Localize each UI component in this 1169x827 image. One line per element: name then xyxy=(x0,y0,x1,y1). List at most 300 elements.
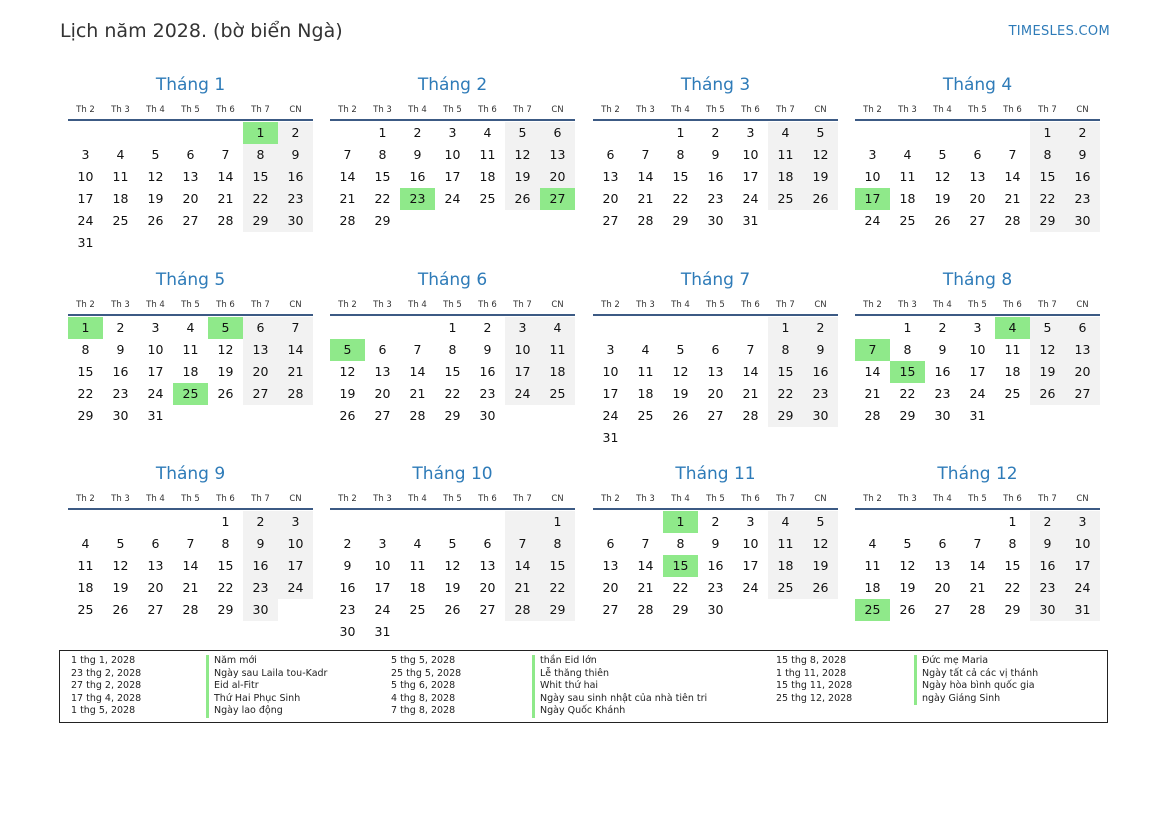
day-cell: 22 xyxy=(243,188,278,210)
day-cell: 29 xyxy=(768,405,803,427)
day-cell: 20 xyxy=(1065,361,1100,383)
day-cell: 10 xyxy=(374,558,391,573)
day-grid xyxy=(330,317,575,427)
day-cell: 5 xyxy=(803,122,838,144)
day-cell: 6 xyxy=(973,147,982,162)
weekday-label: Th 6 xyxy=(741,105,760,115)
day-cell: 9 xyxy=(711,536,720,551)
weekday-label: Th 6 xyxy=(1003,300,1022,310)
holiday-name: thần Eid lớn xyxy=(532,655,707,668)
day-cell: 15 xyxy=(217,558,234,573)
day-cell: 11 xyxy=(479,147,496,162)
day-cell: 30 xyxy=(479,408,496,423)
day-cell: 18 xyxy=(899,191,916,206)
legend-date-column xyxy=(391,655,461,718)
day-cell: 27 xyxy=(1065,383,1100,405)
weekday-label: Th 5 xyxy=(706,494,725,504)
day-cell: 25 xyxy=(112,213,129,228)
day-cell: 28 xyxy=(278,383,313,405)
day-cell: 27 xyxy=(540,188,575,210)
weekday-label: Th 4 xyxy=(671,300,690,310)
day-cell: 27 xyxy=(602,602,619,617)
day-cell: 18 xyxy=(864,580,881,595)
day-cell: 12 xyxy=(803,144,838,166)
day-cell: 3 xyxy=(81,147,90,162)
empty-day-cell xyxy=(68,511,103,533)
day-cell: 20 xyxy=(479,580,496,595)
day-cell: 12 xyxy=(444,558,461,573)
weekday-label: Th 5 xyxy=(443,105,462,115)
day-cell: 3 xyxy=(868,147,877,162)
weekday-label: Th 3 xyxy=(898,105,917,115)
weekday-header xyxy=(593,299,838,311)
weekday-label: Th 2 xyxy=(76,105,95,115)
day-cell: 23 xyxy=(339,602,356,617)
header-divider xyxy=(68,119,313,121)
weekday-label: Th 7 xyxy=(776,105,795,115)
day-cell: 1 xyxy=(448,320,457,335)
day-cell: 4 xyxy=(186,320,195,335)
day-cell: 26 xyxy=(899,602,916,617)
day-cell: 8 xyxy=(676,147,685,162)
weekday-label: Th 3 xyxy=(373,105,392,115)
weekday-label: Th 5 xyxy=(706,105,725,115)
empty-day-cell xyxy=(173,511,208,533)
day-cell: 14 xyxy=(637,558,654,573)
weekday-label: Th 6 xyxy=(741,300,760,310)
day-cell: 13 xyxy=(602,169,619,184)
day-cell: 10 xyxy=(278,533,313,555)
weekday-label: Th 5 xyxy=(181,105,200,115)
holiday-date: 7 thg 8, 2028 xyxy=(391,705,456,717)
day-cell: 23 xyxy=(934,386,951,401)
day-cell: 23 xyxy=(243,577,278,599)
day-cell: 25 xyxy=(637,408,654,423)
empty-day-cell xyxy=(435,511,470,533)
day-cell: 3 xyxy=(746,514,755,529)
day-cell: 2 xyxy=(711,125,720,140)
weekday-label: Th 2 xyxy=(338,105,357,115)
day-cell: 18 xyxy=(637,386,654,401)
day-cell: 31 xyxy=(147,408,164,423)
empty-day-cell xyxy=(103,122,138,144)
day-grid xyxy=(855,122,1100,232)
day-cell: 21 xyxy=(637,191,654,206)
day-cell: 13 xyxy=(1065,339,1100,361)
header-divider xyxy=(330,119,575,121)
day-cell: 10 xyxy=(444,147,461,162)
month-calendar xyxy=(330,74,575,232)
day-cell: 24 xyxy=(147,386,164,401)
day-cell: 28 xyxy=(969,602,986,617)
day-cell: 16 xyxy=(934,364,951,379)
day-cell: 1 xyxy=(378,125,387,140)
day-cell: 22 xyxy=(899,386,916,401)
day-grid xyxy=(593,122,838,232)
day-cell: 6 xyxy=(606,147,615,162)
day-cell: 8 xyxy=(676,536,685,551)
day-cell: 26 xyxy=(672,408,689,423)
empty-day-cell xyxy=(138,122,173,144)
day-cell: 22 xyxy=(540,577,575,599)
day-cell: 29 xyxy=(217,602,234,617)
day-cell: 21 xyxy=(637,580,654,595)
day-cell: 3 xyxy=(1065,511,1100,533)
day-cell: 19 xyxy=(803,166,838,188)
empty-day-cell xyxy=(593,122,628,144)
weekday-label: Th 7 xyxy=(251,300,270,310)
day-cell: 14 xyxy=(742,364,759,379)
month-name: Tháng 12 xyxy=(937,464,1018,484)
day-cell: 7 xyxy=(343,147,352,162)
weekday-label: Th 5 xyxy=(968,105,987,115)
day-cell: 11 xyxy=(899,169,916,184)
weekday-label: Th 2 xyxy=(76,494,95,504)
weekday-label: Th 2 xyxy=(601,300,620,310)
day-cell: 10 xyxy=(602,364,619,379)
empty-day-cell xyxy=(173,122,208,144)
weekday-label: Th 7 xyxy=(513,494,532,504)
day-cell: 28 xyxy=(637,213,654,228)
weekday-label: Th 2 xyxy=(601,494,620,504)
day-cell: 4 xyxy=(540,317,575,339)
day-cell: 21 xyxy=(969,580,986,595)
weekday-header xyxy=(330,493,575,505)
month-calendar xyxy=(68,269,313,427)
weekday-label: CN xyxy=(1076,300,1089,310)
weekday-label: Th 3 xyxy=(636,494,655,504)
day-cell: 24 xyxy=(444,191,461,206)
weekday-label: Th 7 xyxy=(251,494,270,504)
day-cell: 8 xyxy=(903,342,912,357)
day-cell: 18 xyxy=(540,361,575,383)
day-cell: 23 xyxy=(278,188,313,210)
empty-day-cell xyxy=(470,511,505,533)
day-cell: 30 xyxy=(934,408,951,423)
month-name: Tháng 5 xyxy=(155,270,226,290)
day-cell: 12 xyxy=(803,533,838,555)
holiday-name: Năm mới xyxy=(206,655,327,668)
month-name: Tháng 11 xyxy=(675,464,756,484)
day-cell: 6 xyxy=(540,122,575,144)
day-cell: 23 xyxy=(1065,188,1100,210)
day-cell: 22 xyxy=(672,580,689,595)
day-cell: 5 xyxy=(676,342,685,357)
day-cell: 2 xyxy=(243,511,278,533)
weekday-label: Th 6 xyxy=(216,105,235,115)
day-cell: 28 xyxy=(505,599,540,621)
legend-name-column xyxy=(914,655,1038,705)
weekday-label: CN xyxy=(1076,105,1089,115)
empty-day-cell xyxy=(890,122,925,144)
day-cell: 4 xyxy=(768,511,803,533)
month-name: Tháng 4 xyxy=(942,75,1013,95)
day-cell: 7 xyxy=(641,536,650,551)
day-cell: 19 xyxy=(672,386,689,401)
day-cell: 16 xyxy=(479,364,496,379)
empty-day-cell xyxy=(365,317,400,339)
header-divider xyxy=(593,508,838,510)
weekday-label: Th 4 xyxy=(408,300,427,310)
day-cell: 28 xyxy=(409,408,426,423)
day-cell: 25 xyxy=(77,602,94,617)
day-cell: 9 xyxy=(116,342,125,357)
weekday-label: Th 4 xyxy=(146,494,165,504)
day-cell: 16 xyxy=(1030,555,1065,577)
legend-name-column xyxy=(206,655,327,718)
day-cell: 25 xyxy=(899,213,916,228)
empty-day-cell xyxy=(330,122,365,144)
weekday-label: CN xyxy=(551,105,564,115)
day-cell: 25 xyxy=(540,383,575,405)
day-cell: 17 xyxy=(147,364,164,379)
weekday-label: Th 4 xyxy=(146,105,165,115)
holiday-date: 5 thg 6, 2028 xyxy=(391,680,456,692)
day-cell: 30 xyxy=(278,210,313,232)
day-cell: 8 xyxy=(1008,536,1017,551)
day-cell: 10 xyxy=(969,342,986,357)
day-cell: 15 xyxy=(890,361,925,383)
weekday-label: Th 5 xyxy=(968,494,987,504)
day-cell: 29 xyxy=(1004,602,1021,617)
day-cell: 4 xyxy=(903,147,912,162)
holiday-name: Lễ thăng thiên xyxy=(532,668,707,681)
day-cell: 30 xyxy=(707,213,724,228)
day-cell: 1 xyxy=(540,511,575,533)
day-cell: 11 xyxy=(637,364,654,379)
day-cell: 28 xyxy=(637,602,654,617)
day-cell: 15 xyxy=(540,555,575,577)
weekday-label: Th 4 xyxy=(146,300,165,310)
header-divider xyxy=(330,314,575,316)
day-cell: 28 xyxy=(217,213,234,228)
empty-day-cell xyxy=(925,511,960,533)
day-grid xyxy=(593,317,838,449)
day-cell: 10 xyxy=(742,536,759,551)
day-cell: 10 xyxy=(77,169,94,184)
day-cell: 11 xyxy=(864,558,881,573)
day-cell: 17 xyxy=(278,555,313,577)
day-cell: 30 xyxy=(707,602,724,617)
day-cell: 27 xyxy=(969,213,986,228)
holiday-date: 5 thg 5, 2028 xyxy=(391,655,456,666)
day-cell: 4 xyxy=(413,536,422,551)
day-cell: 29 xyxy=(77,408,94,423)
day-cell: 22 xyxy=(217,580,234,595)
day-cell: 21 xyxy=(339,191,356,206)
day-cell: 15 xyxy=(444,364,461,379)
weekday-label: CN xyxy=(551,494,564,504)
day-cell: 3 xyxy=(278,511,313,533)
weekday-header xyxy=(68,104,313,116)
day-cell: 25 xyxy=(479,191,496,206)
weekday-header xyxy=(330,104,575,116)
day-cell: 26 xyxy=(505,188,540,210)
day-cell: 21 xyxy=(505,577,540,599)
weekday-label: Th 4 xyxy=(933,105,952,115)
day-grid xyxy=(330,122,575,232)
day-cell: 8 xyxy=(540,533,575,555)
day-cell: 17 xyxy=(444,169,461,184)
weekday-header xyxy=(68,299,313,311)
weekday-label: Th 7 xyxy=(1038,105,1057,115)
day-cell: 5 xyxy=(208,317,243,339)
day-cell: 18 xyxy=(1004,364,1021,379)
weekday-label: Th 5 xyxy=(443,494,462,504)
day-cell: 26 xyxy=(934,213,951,228)
weekday-label: Th 5 xyxy=(181,300,200,310)
weekday-label: Th 7 xyxy=(513,105,532,115)
day-cell: 29 xyxy=(540,599,575,621)
month-name: Tháng 10 xyxy=(412,464,493,484)
weekday-label: Th 2 xyxy=(863,300,882,310)
empty-day-cell xyxy=(890,511,925,533)
day-cell: 23 xyxy=(803,383,838,405)
day-cell: 31 xyxy=(374,624,391,639)
day-cell: 8 xyxy=(768,339,803,361)
day-cell: 14 xyxy=(409,364,426,379)
day-cell: 25 xyxy=(1004,386,1021,401)
day-cell: 20 xyxy=(243,361,278,383)
day-cell: 16 xyxy=(112,364,129,379)
day-cell: 10 xyxy=(505,339,540,361)
day-cell: 2 xyxy=(938,320,947,335)
day-cell: 7 xyxy=(186,536,195,551)
day-cell: 24 xyxy=(742,191,759,206)
day-cell: 20 xyxy=(934,580,951,595)
day-grid xyxy=(68,122,313,254)
day-cell: 30 xyxy=(1065,210,1100,232)
day-cell: 22 xyxy=(1030,188,1065,210)
weekday-label: CN xyxy=(289,494,302,504)
month-calendar xyxy=(330,463,575,643)
weekday-header xyxy=(593,493,838,505)
holiday-legend xyxy=(59,650,1108,723)
day-cell: 25 xyxy=(855,599,890,621)
day-cell: 6 xyxy=(938,536,947,551)
day-cell: 7 xyxy=(973,536,982,551)
day-cell: 1 xyxy=(903,320,912,335)
day-cell: 1 xyxy=(68,317,103,339)
weekday-label: Th 6 xyxy=(478,105,497,115)
day-cell: 3 xyxy=(746,125,755,140)
day-cell: 19 xyxy=(934,191,951,206)
weekday-label: Th 7 xyxy=(1038,300,1057,310)
day-cell: 1 xyxy=(1008,514,1017,529)
day-cell: 23 xyxy=(1030,577,1065,599)
day-cell: 10 xyxy=(1065,533,1100,555)
header-divider xyxy=(855,119,1100,121)
empty-day-cell xyxy=(505,511,540,533)
weekday-label: Th 2 xyxy=(338,300,357,310)
day-cell: 17 xyxy=(1065,555,1100,577)
day-cell: 3 xyxy=(378,536,387,551)
day-cell: 7 xyxy=(746,342,755,357)
day-cell: 7 xyxy=(221,147,230,162)
day-cell: 10 xyxy=(147,342,164,357)
day-cell: 19 xyxy=(444,580,461,595)
day-cell: 23 xyxy=(707,191,724,206)
day-cell: 7 xyxy=(641,147,650,162)
day-cell: 20 xyxy=(602,580,619,595)
weekday-label: Th 3 xyxy=(636,105,655,115)
header-divider xyxy=(68,314,313,316)
weekday-label: Th 3 xyxy=(636,300,655,310)
day-cell: 1 xyxy=(1030,122,1065,144)
day-cell: 17 xyxy=(374,580,391,595)
empty-day-cell xyxy=(628,511,663,533)
weekday-label: Th 3 xyxy=(373,300,392,310)
day-cell: 27 xyxy=(243,383,278,405)
day-cell: 12 xyxy=(672,364,689,379)
day-cell: 14 xyxy=(339,169,356,184)
day-cell: 30 xyxy=(243,599,278,621)
day-cell: 28 xyxy=(864,408,881,423)
holiday-date: 17 thg 4, 2028 xyxy=(71,692,142,704)
empty-day-cell xyxy=(330,317,365,339)
day-cell: 23 xyxy=(707,580,724,595)
day-cell: 15 xyxy=(243,166,278,188)
day-cell: 31 xyxy=(77,235,94,250)
header-divider xyxy=(855,508,1100,510)
holiday-name: Eid al-Fitr xyxy=(206,680,327,693)
holiday-date: 25 thg 12, 2028 xyxy=(776,692,853,704)
day-cell: 24 xyxy=(742,580,759,595)
empty-day-cell xyxy=(855,122,890,144)
day-cell: 13 xyxy=(934,558,951,573)
day-cell: 9 xyxy=(343,558,352,573)
month-calendar xyxy=(855,74,1100,232)
day-cell: 8 xyxy=(1030,144,1065,166)
day-cell: 19 xyxy=(217,364,234,379)
brand-link[interactable]: TIMESLES.COM xyxy=(1008,24,1110,39)
day-cell: 1 xyxy=(221,514,230,529)
day-cell: 21 xyxy=(182,580,199,595)
day-grid xyxy=(68,511,313,621)
month-name: Tháng 1 xyxy=(155,75,226,95)
day-cell: 6 xyxy=(243,317,278,339)
day-cell: 6 xyxy=(711,342,720,357)
day-cell: 18 xyxy=(77,580,94,595)
day-cell: 8 xyxy=(221,536,230,551)
day-cell: 16 xyxy=(409,169,426,184)
day-cell: 23 xyxy=(400,188,435,210)
holiday-date: 23 thg 2, 2028 xyxy=(71,667,142,679)
day-cell: 4 xyxy=(868,536,877,551)
day-cell: 13 xyxy=(243,339,278,361)
day-cell: 19 xyxy=(803,555,838,577)
weekday-header xyxy=(330,299,575,311)
day-cell: 15 xyxy=(1030,166,1065,188)
weekday-label: Th 6 xyxy=(478,300,497,310)
day-cell: 8 xyxy=(243,144,278,166)
day-cell: 22 xyxy=(374,191,391,206)
holiday-name: Ngày hòa bình quốc gia xyxy=(914,680,1038,693)
weekday-label: Th 2 xyxy=(338,494,357,504)
holiday-name: Ngày Quốc Khánh xyxy=(532,705,707,718)
day-cell: 14 xyxy=(217,169,234,184)
day-cell: 19 xyxy=(899,580,916,595)
day-cell: 22 xyxy=(672,191,689,206)
weekday-label: Th 6 xyxy=(216,494,235,504)
empty-day-cell xyxy=(855,317,890,339)
weekday-header xyxy=(855,493,1100,505)
day-cell: 20 xyxy=(602,191,619,206)
page-title: Lịch năm 2028. (bờ biển Ngà) xyxy=(60,20,343,42)
weekday-label: Th 4 xyxy=(933,494,952,504)
holiday-date: 1 thg 1, 2028 xyxy=(71,655,136,666)
day-grid xyxy=(330,511,575,643)
